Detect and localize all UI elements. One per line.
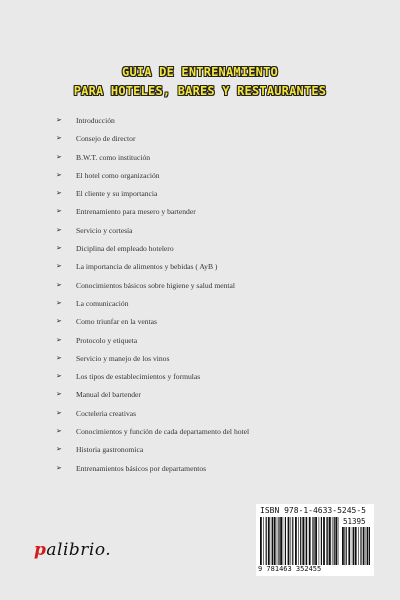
arrowhead-bullet-icon: ➢ xyxy=(56,427,62,436)
barcode-bar xyxy=(300,517,301,565)
barcode-addon-bars xyxy=(342,527,370,565)
arrowhead-bullet-icon: ➢ xyxy=(56,280,62,289)
barcode-bar xyxy=(283,517,284,565)
list-item: ➢ B.W.T. como institución xyxy=(56,152,151,162)
list-item: ➢ Como triunfar en la ventas xyxy=(56,317,157,327)
isbn-label: ISBN 978-1-4633-5245-5 xyxy=(260,506,366,515)
barcode-bar xyxy=(302,517,304,565)
arrowhead-bullet-icon: ➢ xyxy=(56,390,62,399)
barcode-bar xyxy=(291,517,292,565)
barcode-digits: 9 781463 352455 xyxy=(258,565,322,573)
barcode-bar xyxy=(298,517,299,565)
barcode-bar xyxy=(360,527,361,565)
barcode-bar xyxy=(266,517,267,565)
barcode-bar xyxy=(274,517,276,565)
list-item: ➢ Entrenamientos básicos por departamentos xyxy=(56,463,207,473)
barcode-bar xyxy=(363,527,365,565)
barcode-bar xyxy=(355,527,357,565)
list-item: ➢ Manual del bartender xyxy=(56,390,141,400)
arrowhead-bullet-icon: ➢ xyxy=(56,335,62,344)
barcode-bar xyxy=(346,527,347,565)
barcode-bar xyxy=(321,517,322,565)
barcode-bar xyxy=(285,517,286,565)
barcode-bar xyxy=(335,517,337,565)
list-item: ➢ Consejo de director xyxy=(56,134,136,144)
arrowhead-bullet-icon: ➢ xyxy=(56,134,62,143)
barcode-bar xyxy=(280,517,282,565)
barcode-bar xyxy=(326,517,327,565)
barcode-bar xyxy=(312,517,313,565)
list-item: ➢ Conocimientos y función de cada departamento del hotel xyxy=(56,427,250,437)
arrowhead-bullet-icon: ➢ xyxy=(56,445,62,454)
arrowhead-bullet-icon: ➢ xyxy=(56,116,62,124)
barcode-bar xyxy=(278,517,279,565)
barcode-bar xyxy=(348,527,350,565)
barcode-bar xyxy=(295,517,297,565)
barcode-bar xyxy=(277,517,278,565)
barcode-bar xyxy=(338,517,339,565)
barcode-bar xyxy=(329,517,331,565)
list-item: ➢ Entrenamiento para mesero y bartender xyxy=(56,207,196,217)
list-item: ➢ Servicio y manejo de los vinos xyxy=(56,353,170,363)
arrowhead-bullet-icon: ➢ xyxy=(56,262,62,271)
barcode-bar xyxy=(260,517,262,565)
arrowhead-bullet-icon: ➢ xyxy=(56,189,62,198)
barcode-bar xyxy=(288,517,290,565)
barcode-bar xyxy=(367,527,368,565)
arrowhead-bullet-icon: ➢ xyxy=(56,372,62,381)
title-line-1: GUIA DE ENTRENAMIENTO xyxy=(122,65,278,79)
arrowhead-bullet-icon: ➢ xyxy=(56,225,62,234)
list-item: ➢ Diciplina del empleado hotelero xyxy=(56,244,174,254)
barcode-bar xyxy=(352,527,353,565)
list-item: ➢ El cliente y su importancia xyxy=(56,189,158,199)
logo-rest: alibrio. xyxy=(46,540,112,560)
arrowhead-bullet-icon: ➢ xyxy=(56,317,62,326)
barcode-bar xyxy=(358,527,359,565)
arrowhead-bullet-icon: ➢ xyxy=(56,152,62,161)
list-item: ➢ Cocteleria creativas xyxy=(56,408,137,418)
list-item: ➢ Los tipos de establecimientos y formulas xyxy=(56,372,201,382)
barcode-bar xyxy=(315,517,317,565)
barcode-bar xyxy=(309,517,311,565)
barcode-bar xyxy=(353,527,354,565)
barcode-bar xyxy=(334,517,335,565)
barcode-bar xyxy=(319,517,320,565)
arrowhead-bullet-icon: ➢ xyxy=(56,207,62,216)
list-item: ➢ La importancia de alimentos y bebidas ( AyB ) xyxy=(56,262,218,272)
barcode-bar xyxy=(292,517,293,565)
barcode-bar xyxy=(332,517,333,565)
publisher-logo xyxy=(30,532,140,576)
barcode-bar xyxy=(305,517,306,565)
isbn-barcode xyxy=(256,504,374,576)
arrowhead-bullet-icon: ➢ xyxy=(56,244,62,253)
barcode-bar xyxy=(344,527,345,565)
barcode-bar xyxy=(327,517,328,565)
title-line-2: PARA HOTELES, BARES Y RESTAURANTES xyxy=(73,84,327,98)
arrowhead-bullet-icon: ➢ xyxy=(56,408,62,417)
barcode-bar xyxy=(272,517,273,565)
list-item: ➢ El hotel como organización xyxy=(56,170,160,180)
barcode-bar xyxy=(313,517,314,565)
barcode-bar xyxy=(268,517,270,565)
logo-text xyxy=(34,540,111,560)
arrowhead-bullet-icon: ➢ xyxy=(56,463,62,472)
barcode-addon-number: 51395 xyxy=(343,517,366,526)
logo-accent-letter: p xyxy=(34,540,47,560)
list-item: ➢ Conocimientos básicos sobre higiene y salud mental xyxy=(56,280,236,290)
barcode-bar xyxy=(342,527,344,565)
arrowhead-bullet-icon: ➢ xyxy=(56,170,62,179)
list-item: ➢ Historia gastronomica xyxy=(56,445,144,455)
list-item: ➢ Introducción xyxy=(56,116,115,125)
barcode-bar xyxy=(271,517,272,565)
contents-list xyxy=(56,115,356,481)
barcode-bar xyxy=(306,517,307,565)
list-item: ➢ Servicio y cortesía xyxy=(56,225,133,235)
arrowhead-bullet-icon: ➢ xyxy=(56,353,62,362)
list-item: ➢ La comunicación xyxy=(56,298,129,308)
barcode-bars xyxy=(260,517,340,565)
arrowhead-bullet-icon: ➢ xyxy=(56,298,62,307)
barcode-bar xyxy=(366,527,367,565)
barcode-bar xyxy=(369,527,370,565)
barcode-bar xyxy=(263,517,264,565)
list-item: ➢ Protocolo y etiqueta xyxy=(56,335,138,345)
barcode-bar xyxy=(323,517,325,565)
